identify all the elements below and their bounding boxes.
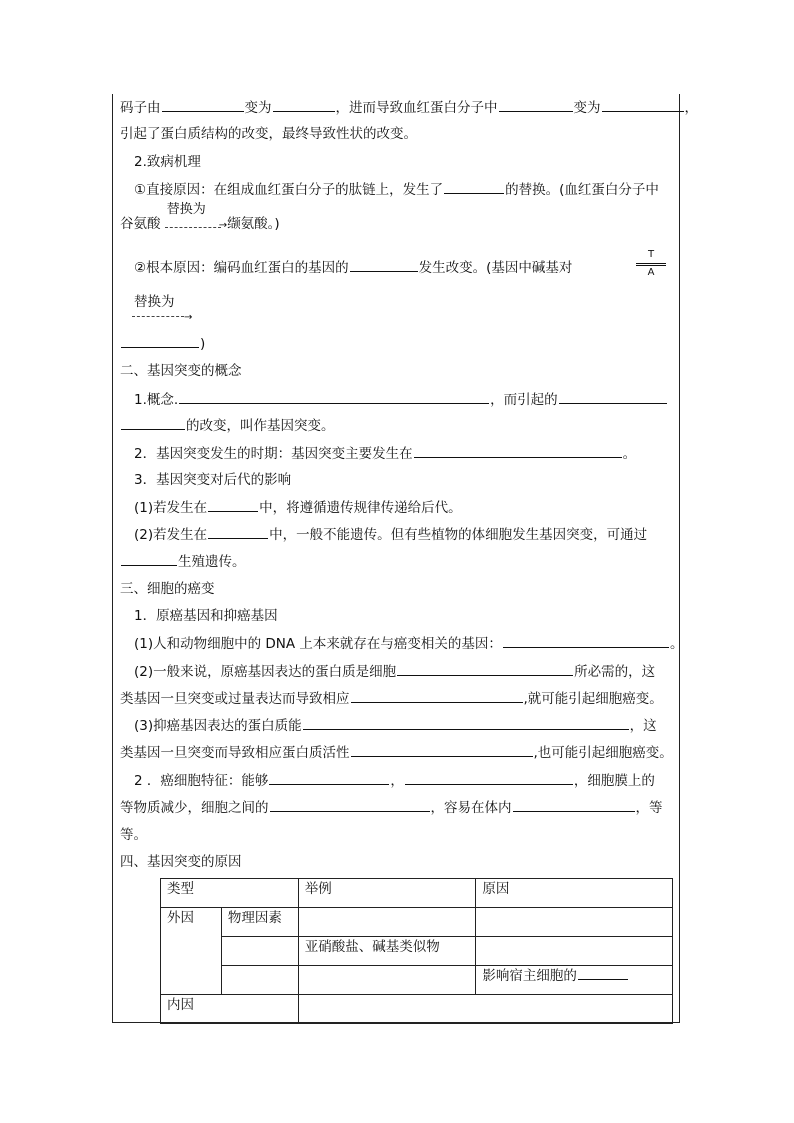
subheading: 1．原癌基因和抑癌基因 bbox=[134, 608, 278, 624]
text-line: ) bbox=[120, 334, 205, 353]
blank[interactable] bbox=[397, 662, 573, 676]
blank[interactable] bbox=[513, 798, 635, 812]
cell-blank[interactable] bbox=[476, 908, 673, 937]
blank[interactable] bbox=[179, 390, 489, 404]
blank[interactable] bbox=[405, 771, 573, 785]
cell-blank[interactable] bbox=[221, 966, 298, 995]
section-heading: 二、基因突变的概念 bbox=[120, 363, 242, 379]
text-line: 等。 bbox=[120, 827, 147, 843]
cell-external: 外因 bbox=[161, 908, 222, 995]
cell-internal: 内因 bbox=[161, 995, 299, 1024]
cell-bio-reason: 影响宿主细胞的 bbox=[476, 966, 673, 995]
blank[interactable] bbox=[351, 743, 533, 757]
text-line: ②根本原因：编码血红蛋白的基因的 发生改变。(基因中碱基对 bbox=[134, 260, 573, 276]
blank[interactable] bbox=[414, 444, 622, 458]
base-pair-fraction: $\frac{T}{A}$ bbox=[636, 249, 666, 279]
blank[interactable] bbox=[121, 416, 185, 430]
blank[interactable] bbox=[208, 525, 268, 539]
text-line: (2)若发生在 中，一般不能遗传。但有些植物的体细胞发生基因突变，可通过 bbox=[134, 527, 648, 543]
section-heading: 四、基因突变的原因 bbox=[120, 854, 242, 870]
cell-blank[interactable] bbox=[298, 966, 476, 995]
blank[interactable] bbox=[121, 334, 199, 348]
blank[interactable] bbox=[270, 798, 430, 812]
header-type: 类型 bbox=[161, 879, 299, 908]
cell-blank[interactable] bbox=[298, 908, 476, 937]
text-line: ①直接原因：在组成血红蛋白分子的肽链上，发生了 的替换。(血红蛋白分子中 bbox=[134, 182, 659, 198]
blank[interactable] bbox=[503, 634, 669, 648]
blank[interactable] bbox=[602, 98, 684, 112]
cell-blank[interactable] bbox=[298, 995, 672, 1024]
blank[interactable] bbox=[350, 258, 418, 272]
blank[interactable] bbox=[269, 771, 389, 785]
cell-physical: 物理因素 bbox=[221, 908, 298, 937]
text-line: (1)若发生在 中，将遵循遗传规律传递给后代。 bbox=[134, 500, 462, 516]
table-row bbox=[161, 937, 673, 966]
table-row bbox=[161, 908, 673, 937]
blank[interactable] bbox=[444, 180, 504, 194]
blank[interactable] bbox=[121, 552, 177, 566]
text-line: 的改变，叫作基因突变。 bbox=[120, 416, 335, 435]
text-line: 2．基因突变发生的时期：基因突变主要发生在 。 bbox=[134, 446, 637, 462]
cell-chem-example: 亚硝酸盐、碱基类似物 bbox=[298, 937, 476, 966]
blank[interactable] bbox=[273, 98, 335, 112]
subheading: 3．基因突变对后代的影响 bbox=[134, 472, 292, 488]
text-line: 码子由 变为 ，进而导致血红蛋白分子中 变为 ， bbox=[120, 100, 698, 116]
text-line: 生殖遗传。 bbox=[120, 552, 246, 571]
blank[interactable] bbox=[499, 98, 573, 112]
cell-blank[interactable] bbox=[476, 937, 673, 966]
text-line: 类基因一旦突变或过量表达而导致相应 ,就可能引起细胞癌变。 bbox=[120, 691, 663, 707]
blank[interactable] bbox=[351, 689, 523, 703]
section-heading: 三、细胞的癌变 bbox=[120, 581, 215, 597]
text-line: 1.概念. ，而引起的 bbox=[134, 390, 668, 409]
header-example: 举例 bbox=[298, 879, 476, 908]
replace-arrow: 替换为 → bbox=[166, 202, 228, 231]
header-reason: 原因 bbox=[476, 879, 673, 908]
text-line: 类基因一旦突变而导致相应蛋白质活性 ,也可能引起细胞癌变。 bbox=[120, 745, 673, 761]
text-line: 谷氨酸 替换为 →缬氨酸。) bbox=[120, 215, 280, 235]
text-line: (3)抑癌基因表达的蛋白质能 ，这 bbox=[134, 718, 657, 734]
table-row bbox=[161, 966, 673, 995]
blank[interactable] bbox=[162, 98, 244, 112]
text-line: (1)人和动物细胞中的 DNA 上本来就存在与癌变相关的基因： 。 bbox=[134, 636, 684, 652]
blank[interactable] bbox=[303, 716, 629, 730]
text-line: 2 ．癌细胞特征：能够 ， ，细胞膜上的 bbox=[134, 773, 655, 789]
subheading: 2.致病机理 bbox=[134, 154, 201, 170]
mutation-cause-table bbox=[160, 878, 673, 1024]
blank[interactable] bbox=[559, 390, 667, 404]
blank[interactable] bbox=[578, 966, 628, 980]
text-line: 等物质减少，细胞之间的 ，容易在体内 ，等 bbox=[120, 800, 663, 816]
replace-arrow: 替换为 → bbox=[134, 294, 193, 323]
cell-blank[interactable] bbox=[221, 937, 298, 966]
text-line: 引起了蛋白质结构的改变，最终导致性状的改变。 bbox=[120, 126, 417, 142]
table-row bbox=[161, 995, 673, 1024]
text-line: (2)一般来说，原癌基因表达的蛋白质是细胞 所必需的，这 bbox=[134, 664, 656, 680]
blank[interactable] bbox=[208, 498, 258, 512]
table-row bbox=[161, 879, 673, 908]
